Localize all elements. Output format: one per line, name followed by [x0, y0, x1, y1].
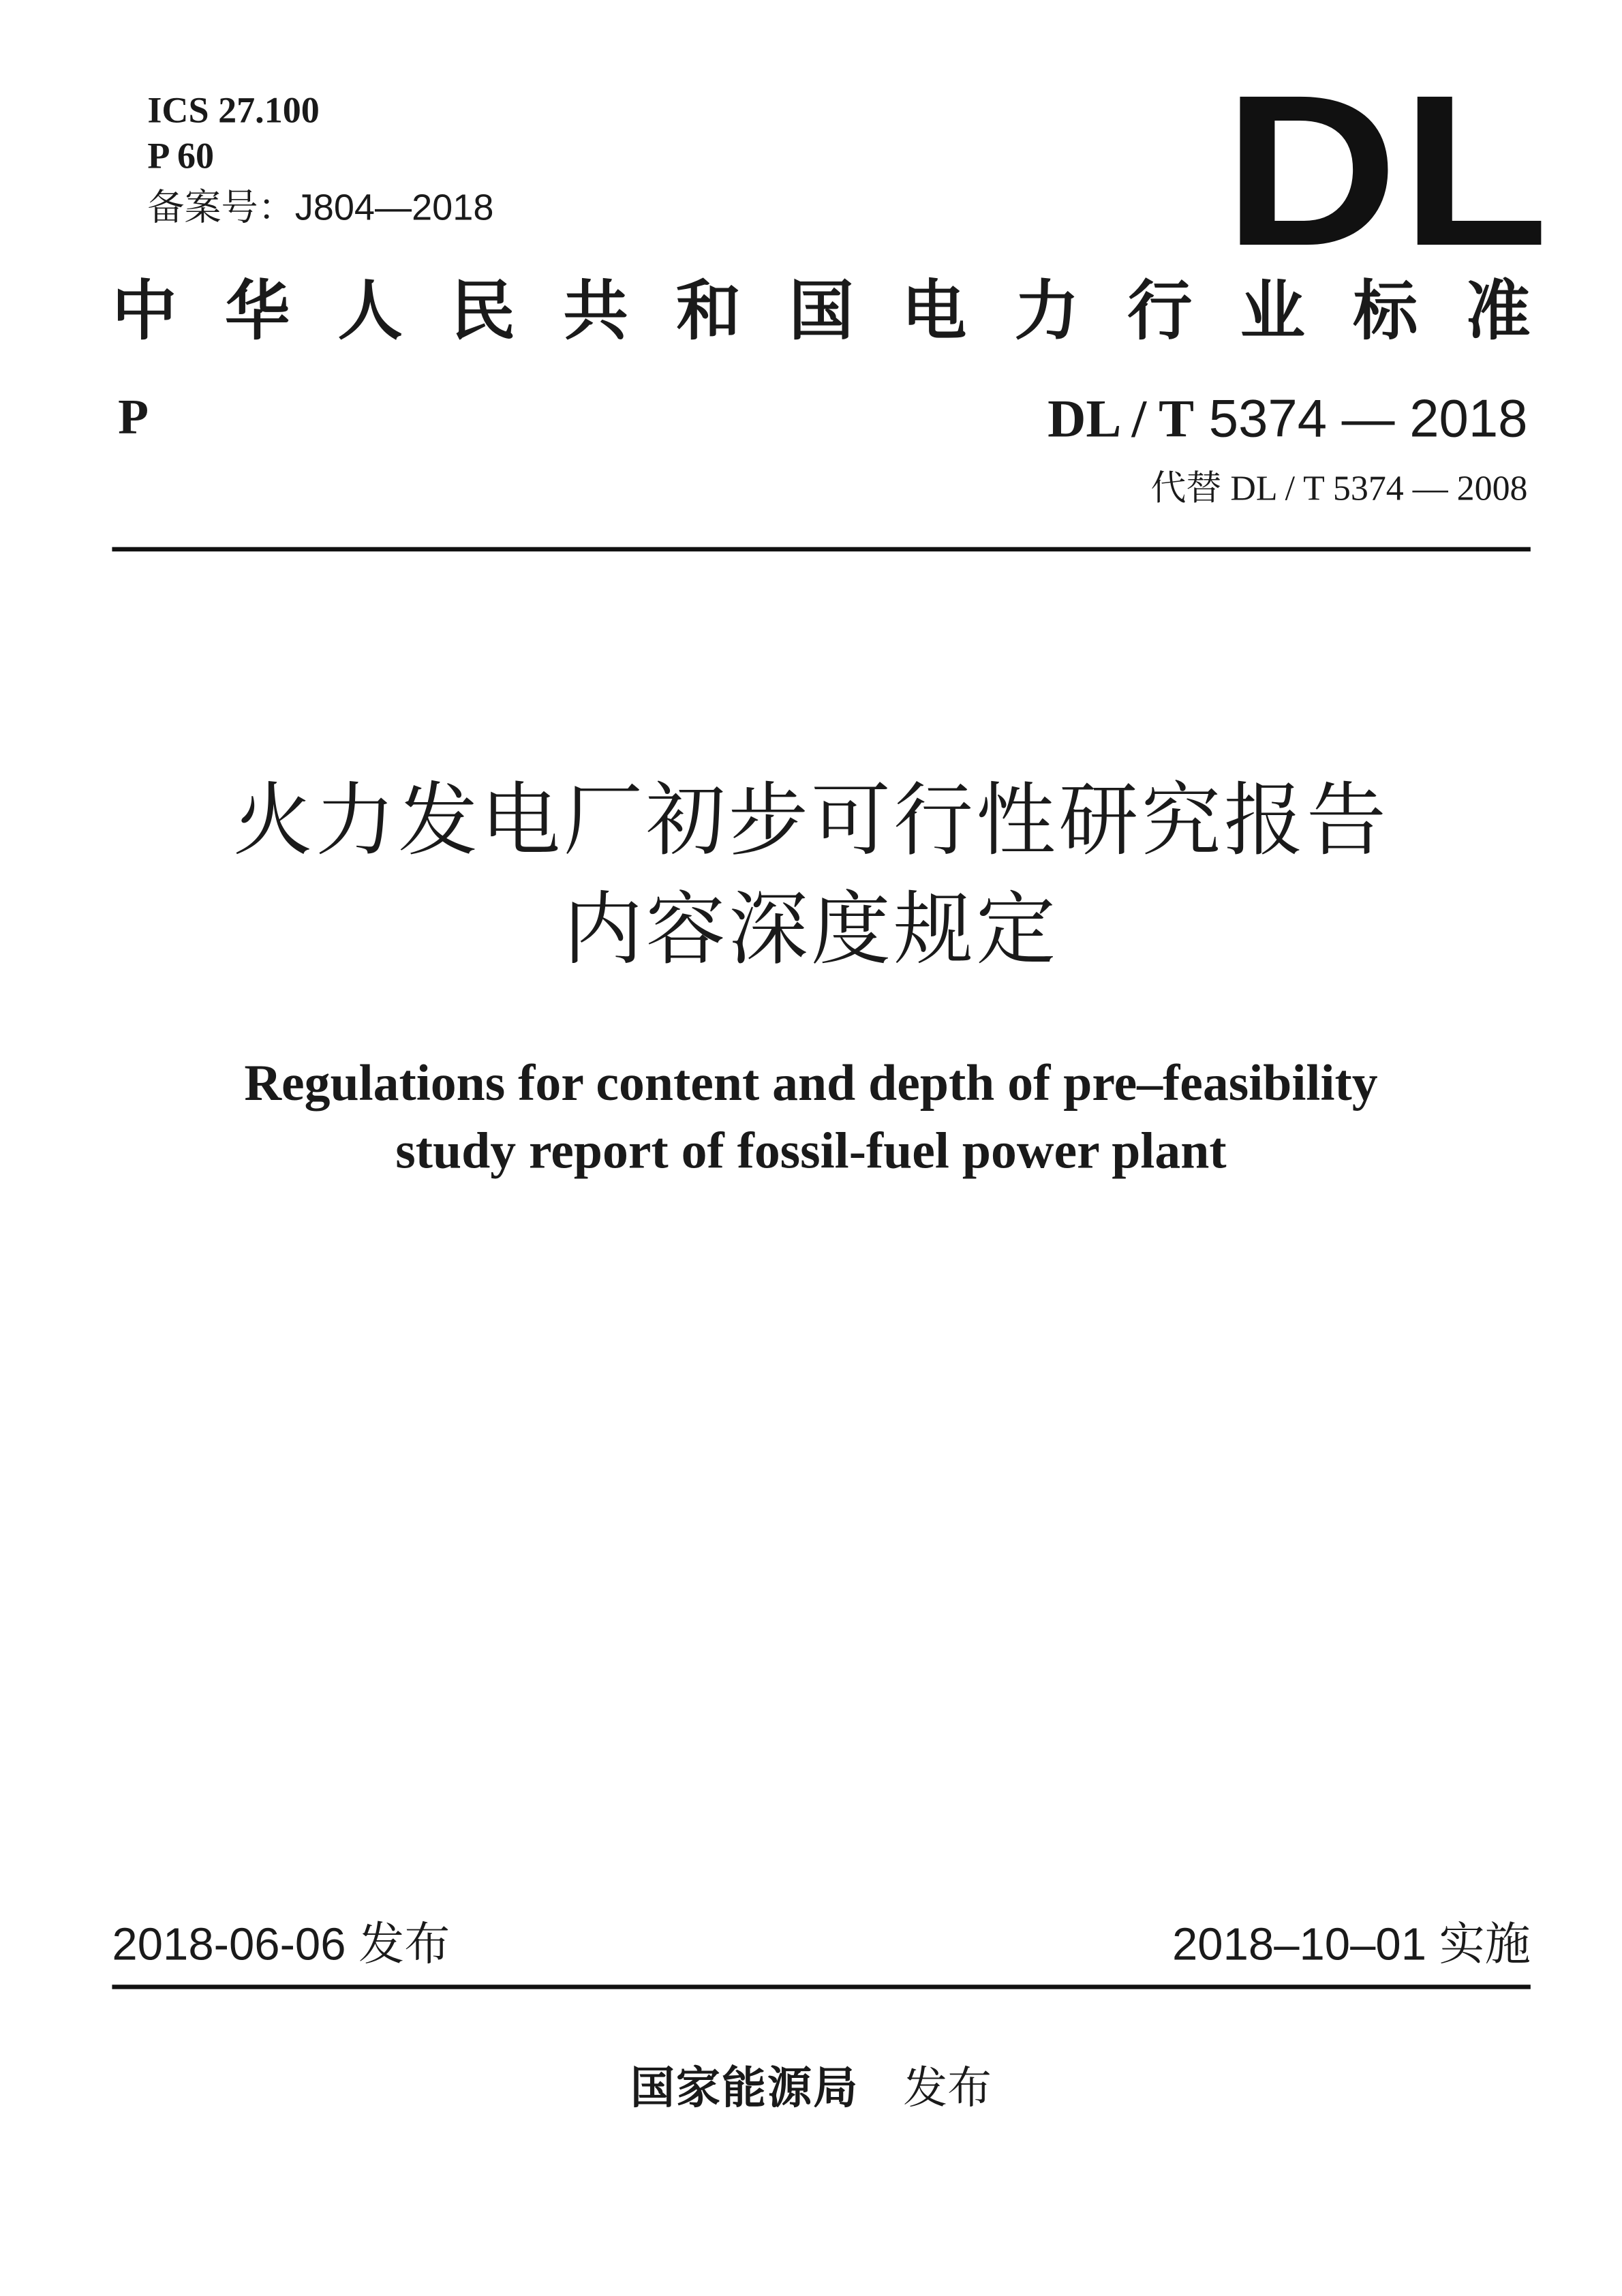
title-cn-line-2: 内容深度规定 [563, 883, 1059, 977]
standard-code: DL / T [1047, 389, 1195, 448]
publisher-action: 发布 [903, 2062, 992, 2115]
replaces-standard: 代替 DL / T 5374 — 2008 [1150, 470, 1528, 509]
category-char: 华 [224, 274, 290, 350]
publish-date: 2018-06-06 发布 [112, 1918, 450, 1970]
record-number: 备案号：J804—2018 [147, 187, 494, 229]
standard-number [1047, 386, 1527, 453]
publisher-org: 国家能源局 [630, 2062, 859, 2115]
class-letter: P [118, 391, 149, 446]
standard-category-title [112, 271, 1530, 354]
title-cn-line-1: 火力发电厂初步可行性研究报告 [232, 774, 1390, 868]
title-chinese [0, 767, 1622, 985]
title-en-line-1: Regulations for content and depth of pre–feasibility [244, 1054, 1378, 1112]
category-char: 民 [450, 274, 516, 350]
category-char: 人 [337, 274, 403, 350]
title-en-line-2: study report of fossil-fuel power plant [395, 1122, 1227, 1180]
ics-code: ICS 27.100 [147, 91, 320, 132]
category-char: 共 [563, 274, 628, 350]
category-char: 和 [676, 274, 741, 350]
category-char: 力 [1014, 274, 1080, 350]
bottom-divider [112, 1985, 1530, 1989]
category-char: 准 [1465, 274, 1531, 350]
title-english [0, 1050, 1622, 1185]
ccs-code: P 60 [147, 137, 215, 177]
category-char: 行 [1127, 274, 1193, 350]
category-char: 中 [112, 274, 177, 350]
standard-year-number: 5374 — 2018 [1194, 388, 1528, 448]
category-char: 标 [1353, 274, 1418, 350]
publisher-line [0, 2058, 1622, 2120]
dl-logo: DL [1223, 50, 1552, 291]
top-divider [112, 547, 1530, 551]
category-char: 业 [1240, 274, 1305, 350]
category-char: 国 [789, 274, 854, 350]
effective-date: 2018–10–01 实施 [1172, 1918, 1531, 1970]
category-char: 电 [902, 274, 967, 350]
